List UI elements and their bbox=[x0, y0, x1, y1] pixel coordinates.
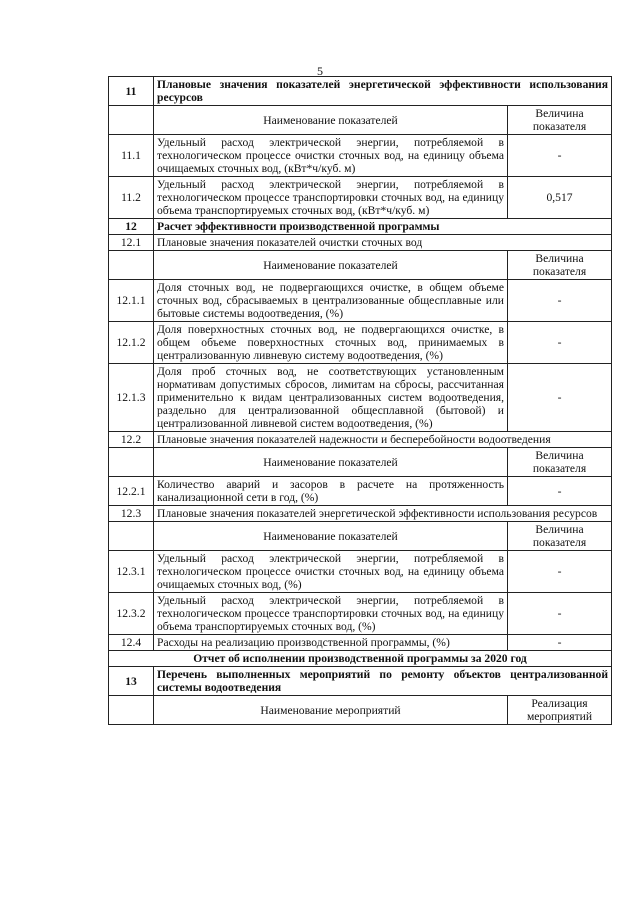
section-title: Расчет эффективности производственной программы bbox=[154, 219, 612, 235]
section-row bbox=[109, 667, 612, 696]
subsection-title: Плановые значения показателей очистки сточных вод bbox=[154, 235, 612, 251]
indicator-number: 11.1 bbox=[109, 135, 154, 177]
indicator-value: - bbox=[508, 280, 612, 322]
column-header-value: Величина показателя bbox=[508, 448, 612, 477]
indicator-number: 12.2.1 bbox=[109, 477, 154, 506]
column-header-name: Наименование показателей bbox=[154, 522, 508, 551]
subsection-title: Плановые значения показателей энергетической эффективности использования ресурсов bbox=[154, 506, 612, 522]
indicator-row bbox=[109, 135, 612, 177]
column-header-row bbox=[109, 696, 612, 725]
indicator-text: Доля проб сточных вод, не соответствующих установленным нормативам допустимых сбросов, лимитам на сбросы, рассчитанная применительно к видам централизованных систем водоотведения, раздельно для централизованной общесплавной (бытовой) и централизованной ливневой систем водоотведения, (%) bbox=[154, 364, 508, 432]
indicator-value: - bbox=[508, 593, 612, 635]
subsection-title: Плановые значения показателей надежности и бесперебойности водоотведения bbox=[154, 432, 612, 448]
subsection-number: 12.1 bbox=[109, 235, 154, 251]
empty-cell bbox=[109, 106, 154, 135]
indicator-text: Удельный расход электрической энергии, потребляемой в технологическом процессе транспортировки сточных вод, на единицу объема транспортируемых сточных вод, (%) bbox=[154, 593, 508, 635]
subsection-row bbox=[109, 432, 612, 448]
report-banner: Отчет об исполнении производственной программы за 2020 год bbox=[109, 651, 612, 667]
section-row bbox=[109, 219, 612, 235]
indicator-row bbox=[109, 322, 612, 364]
indicator-value: - bbox=[508, 551, 612, 593]
column-header-name: Наименование мероприятий bbox=[154, 696, 508, 725]
indicator-number: 12.1.2 bbox=[109, 322, 154, 364]
subsection-row bbox=[109, 235, 612, 251]
empty-cell bbox=[109, 522, 154, 551]
section-title: Плановые значения показателей энергетической эффективности использования ресурсов bbox=[154, 77, 612, 106]
section-number: 13 bbox=[109, 667, 154, 696]
indicator-value: 0,517 bbox=[508, 177, 612, 219]
indicator-value: - bbox=[508, 477, 612, 506]
indicator-row bbox=[109, 635, 612, 651]
section-number: 12 bbox=[109, 219, 154, 235]
column-header-name: Наименование показателей bbox=[154, 251, 508, 280]
indicator-row bbox=[109, 177, 612, 219]
indicator-text: Удельный расход электрической энергии, потребляемой в технологическом процессе очистки сточных вод, на единицу объема очищаемых сточных вод, (кВт*ч/куб. м) bbox=[154, 135, 508, 177]
indicator-number: 12.1.3 bbox=[109, 364, 154, 432]
page-number: 5 bbox=[317, 64, 323, 78]
indicator-text: Доля сточных вод, не подвергающихся очистке, в общем объеме сточных вод, сбрасываемых в централизованные общесплавные или бытовые системы водоотведения, (%) bbox=[154, 280, 508, 322]
section-number: 11 bbox=[109, 77, 154, 106]
subsection-number: 12.2 bbox=[109, 432, 154, 448]
indicator-value: - bbox=[508, 635, 612, 651]
indicator-text: Удельный расход электрической энергии, потребляемой в технологическом процессе очистки сточных вод, на единицу объема очищаемых сточных вод, (%) bbox=[154, 551, 508, 593]
column-header-value: Величина показателя bbox=[508, 522, 612, 551]
column-header-name: Наименование показателей bbox=[154, 448, 508, 477]
column-header-value: Величина показателя bbox=[508, 106, 612, 135]
indicator-number: 12.4 bbox=[109, 635, 154, 651]
empty-cell bbox=[109, 448, 154, 477]
column-header-row bbox=[109, 251, 612, 280]
indicator-text: Количество аварий и засоров в расчете на протяженность канализационной сети в год, (%) bbox=[154, 477, 508, 506]
indicator-value: - bbox=[508, 364, 612, 432]
indicator-number: 12.1.1 bbox=[109, 280, 154, 322]
indicator-text: Доля поверхностных сточных вод, не подвергающихся очистке, в общем объеме поверхностных сточных вод, принимаемых в централизованную ливневую систему водоотведения, (%) bbox=[154, 322, 508, 364]
indicator-row bbox=[109, 364, 612, 432]
indicator-row bbox=[109, 477, 612, 506]
indicator-text: Удельный расход электрической энергии, потребляемой в технологическом процессе транспортировки сточных вод, на единицу объема транспортируемых сточных вод, (кВт*ч/куб. м) bbox=[154, 177, 508, 219]
indicator-number: 11.2 bbox=[109, 177, 154, 219]
column-header-row bbox=[109, 522, 612, 551]
section-row bbox=[109, 77, 612, 106]
program-table bbox=[108, 76, 612, 725]
empty-cell bbox=[109, 696, 154, 725]
empty-cell bbox=[109, 251, 154, 280]
indicator-number: 12.3.1 bbox=[109, 551, 154, 593]
subsection-number: 12.3 bbox=[109, 506, 154, 522]
column-header-name: Наименование показателей bbox=[154, 106, 508, 135]
column-header-value: Величина показателя bbox=[508, 251, 612, 280]
indicator-row bbox=[109, 551, 612, 593]
column-header-row bbox=[109, 106, 612, 135]
column-header-row bbox=[109, 448, 612, 477]
indicator-value: - bbox=[508, 135, 612, 177]
subsection-row bbox=[109, 506, 612, 522]
report-banner-row bbox=[109, 651, 612, 667]
column-header-value: Реализация мероприятий bbox=[508, 696, 612, 725]
indicator-text: Расходы на реализацию производственной программы, (%) bbox=[154, 635, 508, 651]
indicator-number: 12.3.2 bbox=[109, 593, 154, 635]
section-title: Перечень выполненных мероприятий по ремонту объектов централизованной системы водоотведения bbox=[154, 667, 612, 696]
indicator-row bbox=[109, 593, 612, 635]
indicator-value: - bbox=[508, 322, 612, 364]
indicator-row bbox=[109, 280, 612, 322]
